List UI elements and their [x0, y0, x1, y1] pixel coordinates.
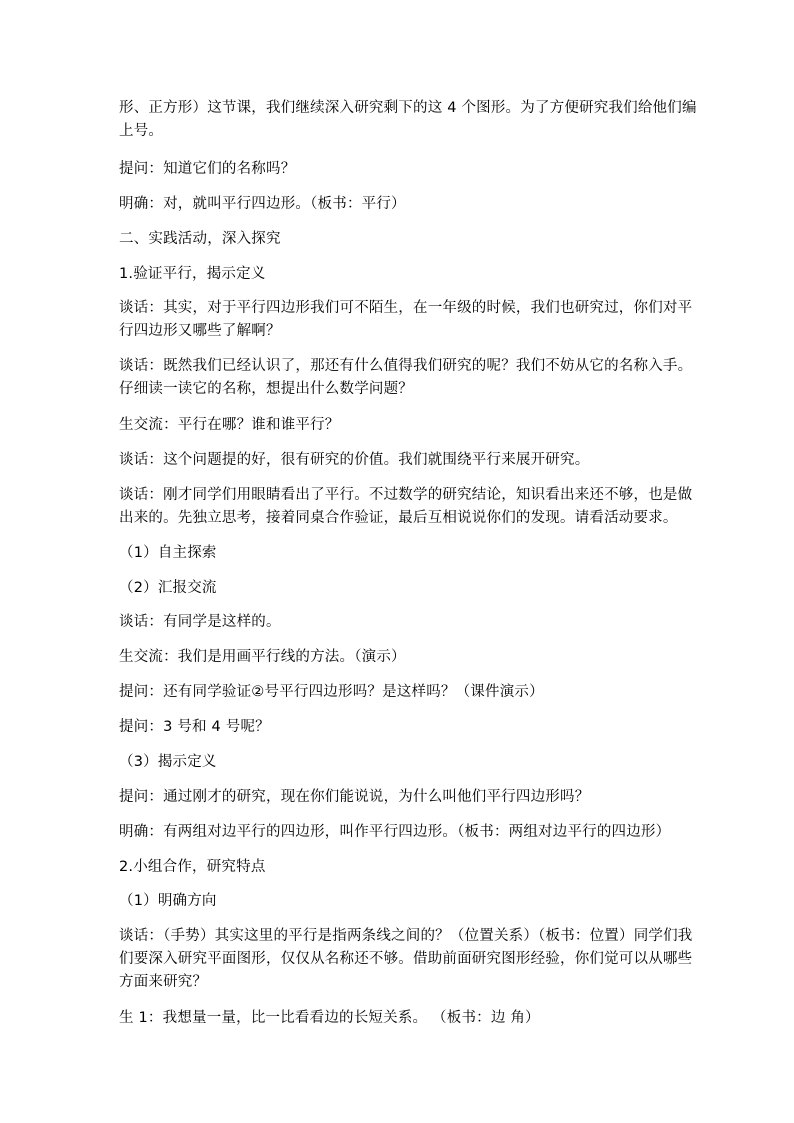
text-line: 生交流：平行在哪？谁和谁平行？ [119, 417, 340, 433]
text-line: 出来的。先独立思考，接着同桌合作验证，最后互相说说你们的发现。请看活动要求。 [119, 510, 678, 526]
list-item: （3）揭示定义 [119, 754, 217, 770]
text-line: 谈话：有同学是这样的。 [119, 614, 281, 630]
text-line: 谈话：这个问题提的好，很有研究的价值。我们就围绕平行来展开研究。 [119, 452, 590, 468]
text-line: 上号。 [119, 123, 164, 139]
text-line: 提问：3 号和 4 号呢？ [119, 719, 270, 735]
subsection-heading: 2.小组合作，研究特点 [119, 859, 266, 875]
text-line: 明确：有两组对边平行的四边形，叫作平行四边形。（板书：两组对边平行的四边形） [119, 824, 671, 840]
text-line: 方面来研究？ [119, 974, 208, 990]
list-item: （1）自主探索 [119, 545, 217, 561]
text-line: 们要深入研究平面图形，仅仅从名称还不够。借助前面研究图形经验，你们觉可以从哪些 [119, 951, 693, 967]
text-line: 形、正方形）这节课，我们继续深入研究剩下的这 4 个图形。为了方便研究我们给他们编 [119, 100, 697, 116]
subsection-heading: 1.验证平行，揭示定义 [119, 266, 266, 282]
list-item: （1）明确方向 [119, 893, 217, 909]
text-line: 谈话：刚才同学们用眼睛看出了平行。不过数学的研究结论，知识看出来还不够，也是做 [119, 487, 693, 503]
text-line: 行四边形又哪些了解啊？ [119, 323, 281, 339]
section-heading: 二、实践活动，深入探究 [119, 231, 281, 247]
text-line: 仔细读一读它的名称，想提出什么数学问题？ [119, 381, 413, 397]
list-item: （2）汇报交流 [119, 580, 217, 596]
text-line: 明确：对，就叫平行四边形。（板书：平行） [119, 196, 406, 212]
text-line: 提问：知道它们的名称吗？ [119, 161, 296, 177]
text-line: 生 1：我想量一量，比一比看看边的长短关系。 （板书：边 角） [119, 1010, 540, 1026]
text-line: 谈话：既然我们已经认识了，那还有什么值得我们研究的呢？我们不妨从它的名称入手。 [119, 358, 693, 374]
text-line: 谈话：其实，对于平行四边形我们可不陌生，在一年级的时候，我们也研究过，你们对平 [119, 300, 693, 316]
text-line: 提问：还有同学验证②号平行四边形吗？是这样吗？（课件演示） [119, 684, 544, 700]
text-line: 提问：通过刚才的研究，现在你们能说说，为什么叫他们平行四边形吗？ [119, 789, 590, 805]
text-line: 谈话：（手势）其实这里的平行是指两条线之间的？（位置关系）（板书：位置）同学们我 [119, 928, 693, 944]
text-line: 生交流：我们是用画平行线的方法。（演示） [119, 649, 406, 665]
